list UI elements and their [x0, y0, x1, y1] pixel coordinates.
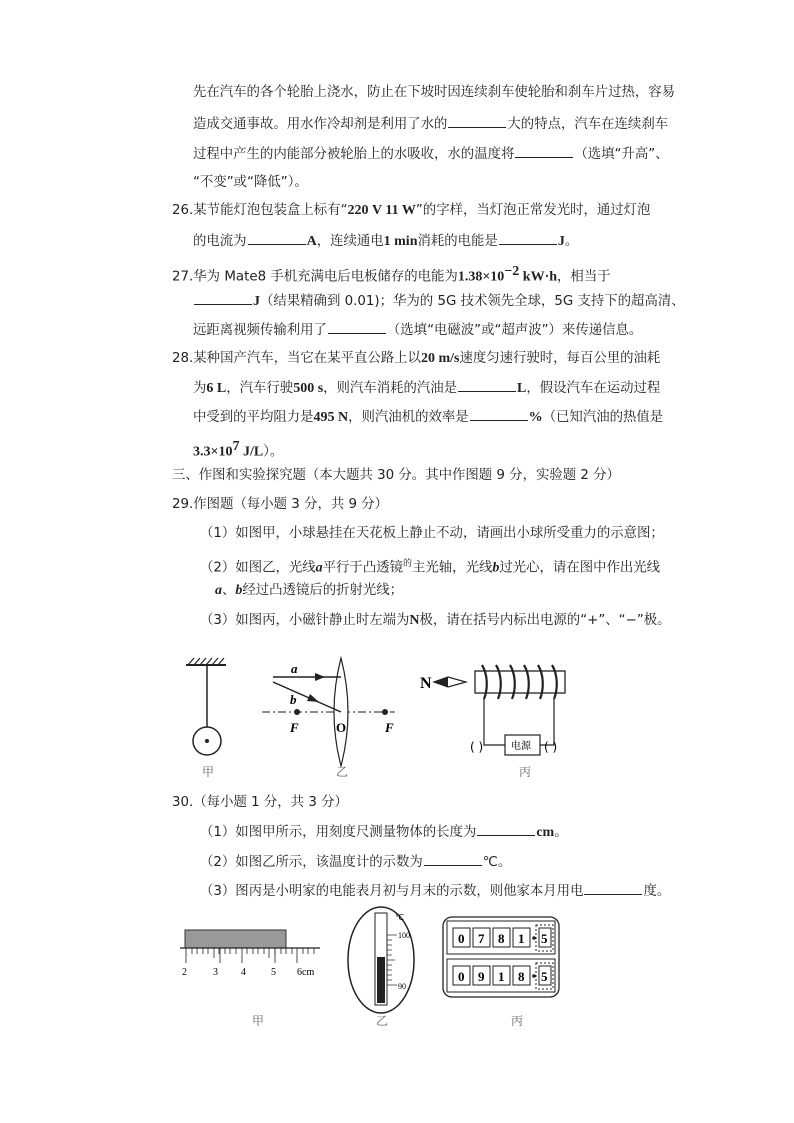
q30-figures: [175, 905, 595, 1035]
q28-line4: [193, 437, 283, 462]
section-heading: 三、作图和实验探究题（本大题共 30 分。其中作图题 9 分，实验题 2 分）: [172, 468, 620, 483]
q27-line1: [172, 262, 611, 287]
q28-heat-exp: 7: [232, 439, 240, 454]
q27-exp: −2: [504, 264, 520, 279]
thermo-90: 90: [398, 982, 406, 991]
q28-line2: [193, 378, 660, 399]
q30-part2: [200, 852, 511, 873]
compass-pole-label: N: [420, 675, 432, 692]
q28-text: （已知汽油的热值是: [542, 410, 664, 425]
mercury-column: [377, 957, 385, 1003]
pendulum-figure: [186, 658, 226, 779]
q29-ray-b: b: [235, 583, 243, 598]
bracket-left[interactable]: ( ): [470, 740, 484, 754]
q27-text: 远距离视频传输利用了: [193, 323, 327, 338]
q29-pole: N: [409, 613, 420, 628]
ruler-figure: [180, 930, 320, 1028]
ruler-tick-label: 6cm: [297, 967, 315, 978]
q29-text: 过光心，请在图中作出光线: [499, 560, 661, 576]
q30-unit-cm: cm: [536, 825, 555, 840]
answer-blank[interactable]: [424, 852, 482, 866]
q28-text: ，汽车行驶: [226, 381, 294, 396]
q26-text: ，连续通电: [316, 234, 384, 249]
q29-text: 平行于凸透镜: [322, 560, 403, 576]
meter-end-digit: 0: [458, 969, 465, 984]
figure-label: 乙: [336, 765, 349, 779]
meter-end-digit: 1: [498, 969, 505, 984]
meter-start-digit: 8: [498, 931, 505, 946]
q27-unit: kW·h: [519, 269, 558, 285]
bracket-right[interactable]: ( ): [544, 740, 558, 754]
meter-start-digit: 0: [458, 931, 465, 946]
ruler-tick-label: 5: [271, 967, 276, 978]
answer-blank[interactable]: [584, 881, 642, 895]
q27-text: 27.华为 Mate8 手机充满电后电板储存的电能为: [172, 269, 458, 285]
q29-text: 极，请在括号内标出电源的“+”、“−”极。: [419, 613, 671, 628]
figure-label: 丙: [511, 1014, 524, 1028]
q28-text: 中受到的平均阻力是: [193, 410, 314, 425]
q28-heat-unit: J/L: [239, 444, 264, 460]
ruler-tick-label: 2: [182, 967, 187, 978]
q26-text: 。: [564, 234, 579, 249]
meter-end-digit: 9: [478, 969, 485, 984]
q28-text: 为: [193, 381, 207, 396]
focus-right-label: F: [385, 720, 394, 735]
q29-part1: （1）如图甲，小球悬挂在天花板上静止不动，请画出小球所受重力的示意图；: [200, 526, 664, 541]
meter-start-digit: 7: [478, 931, 485, 946]
answer-blank[interactable]: [458, 378, 516, 392]
q26-time: 1 min: [383, 234, 418, 249]
q28-text: ，则汽车消耗的汽油是: [323, 381, 458, 396]
q26-line1: [172, 201, 650, 221]
q28-text: ，假设汽车在运动过程: [526, 381, 661, 396]
q29-ray-a: a: [215, 583, 222, 598]
q29-part2: [200, 554, 660, 578]
solenoid-figure: [420, 665, 565, 779]
q26-spec: 220 V 11 W: [347, 203, 416, 218]
q29-text: 经过凸透镜后的折射光线；: [242, 583, 404, 598]
answer-blank[interactable]: [448, 114, 506, 128]
answer-blank[interactable]: [470, 407, 528, 421]
answer-blank[interactable]: [248, 231, 306, 245]
q27-value: 1.38×10: [457, 269, 505, 285]
q29-text: 、: [222, 583, 236, 598]
q28-text: 速度匀速行驶时，每百公里的油耗: [459, 351, 661, 366]
q30-part3: [200, 881, 670, 902]
q25-line4: “不变”或“降低”）。: [193, 175, 308, 190]
q25-line3: [193, 144, 669, 165]
q26-text: ”的字样，当灯泡正常发光时，通过灯泡: [415, 203, 651, 218]
q25-text: 大的特点，汽车在连续刹车: [507, 117, 669, 132]
q28-speed: 20 m/s: [420, 351, 460, 366]
q29-text: （2）如图乙，光线: [200, 560, 316, 576]
ray-a-label: a: [291, 661, 298, 676]
q29-part3: [200, 611, 671, 631]
answer-blank[interactable]: [194, 291, 252, 305]
q27-line3: [193, 320, 642, 341]
q30-title: 30.（每小题 1 分，共 3 分）: [172, 795, 348, 810]
q30-text: 。: [497, 855, 512, 870]
answer-blank[interactable]: [477, 822, 535, 836]
q25-text: 造成交通事故。用水作冷却剂是利用了水的: [193, 117, 448, 132]
q29-text: （3）如图丙，小磁针静止时左端为: [200, 613, 410, 628]
thermometer-figure: [348, 907, 414, 1028]
q28-fuel: 6 L: [206, 381, 227, 396]
meter-end-digit: 8: [518, 969, 525, 984]
ray-b-label: b: [290, 692, 297, 707]
q28-text: ）。: [263, 444, 284, 460]
q30-text: 。: [554, 825, 568, 840]
figure-label: 丙: [519, 765, 532, 779]
q26-text: 的电流为: [193, 234, 247, 249]
q29-ray-a: a: [315, 560, 323, 576]
q29-text: 主光轴，光线: [412, 560, 493, 576]
center-label: O: [336, 720, 347, 735]
q26-text: 消耗的电能是: [417, 234, 498, 249]
q30-text: （2）如图乙所示，该温度计的示数为: [200, 855, 423, 870]
q28-heat: 3.3×10: [193, 444, 233, 460]
q27-unit-j: J: [253, 294, 260, 309]
q27-text: （选填“电磁波”或“超声波”）来传递信息。: [386, 323, 643, 338]
ruler-tick-label: 4: [241, 967, 246, 978]
q28-time: 500 s: [293, 381, 324, 396]
focus-left-label: F: [290, 720, 299, 735]
q27-line2: [193, 291, 685, 312]
q26-line2: [193, 231, 578, 252]
q29-figures: [170, 655, 610, 783]
q28-text: ，则汽油机的效率是: [348, 410, 469, 425]
q28-force: 495 N: [313, 410, 349, 425]
q29-text: 的: [403, 559, 413, 569]
q28-unit-l: L: [517, 381, 527, 396]
q28-line3: [193, 407, 663, 428]
figure-label: 甲: [252, 1014, 265, 1028]
q29-title: 29.作图题（每小题 3 分，共 9 分）: [172, 497, 389, 512]
q25-line1: 先在汽车的各个轮胎上浇水，防止在下坡时因连续刹车使轮胎和刹车片过热，容易: [193, 85, 676, 100]
thermo-100: 100: [398, 931, 410, 940]
q27-text: （结果精确到 0.01)；华为的 5G 技术领先全球，5G 支持下的超高清、: [260, 294, 685, 309]
answer-blank[interactable]: [515, 144, 573, 158]
q30-text: 度。: [643, 884, 671, 899]
q25-text: 过程中产生的内能部分被轮胎上的水吸收，水的温度将: [193, 147, 515, 162]
meter-start-digit: 1: [518, 931, 525, 946]
q29-part2-cont: [215, 581, 403, 601]
meter-figure: [443, 917, 559, 1028]
figure-label: 甲: [202, 765, 215, 779]
answer-blank[interactable]: [499, 231, 557, 245]
answer-blank[interactable]: [328, 320, 386, 334]
meter-start-digit: 5: [541, 931, 548, 946]
q28-unit-pct: %: [528, 410, 543, 425]
thermo-unit: ℃: [395, 913, 404, 922]
meter-end-digit: 5: [541, 969, 548, 984]
q25-line2: [193, 114, 668, 135]
ruler-tick-label: 3: [213, 967, 218, 978]
q30-text: （3）图丙是小明家的电能表月初与月末的示数，则他家本月用电: [200, 884, 584, 899]
q25-text: （选填“升高”、: [574, 147, 669, 162]
q28-line1: [172, 349, 660, 369]
q26-unit-j: J: [557, 234, 565, 249]
q30-text: （1）如图甲所示，用刻度尺测量物体的长度为: [200, 825, 477, 840]
lens-figure: [262, 658, 395, 779]
q30-unit-c: ℃: [482, 855, 498, 870]
q30-part1: [200, 822, 568, 843]
q26-text: 26.某节能灯泡包装盒上标有“: [172, 203, 348, 218]
power-source-label: 电源: [511, 741, 531, 752]
q29-ray-b: b: [492, 560, 500, 576]
q27-text: ，相当于: [557, 269, 611, 285]
q28-text: 28.某种国产汽车，当它在某平直公路上以: [172, 351, 421, 366]
q26-unit-a: A: [306, 234, 317, 249]
figure-label: 乙: [376, 1014, 389, 1028]
